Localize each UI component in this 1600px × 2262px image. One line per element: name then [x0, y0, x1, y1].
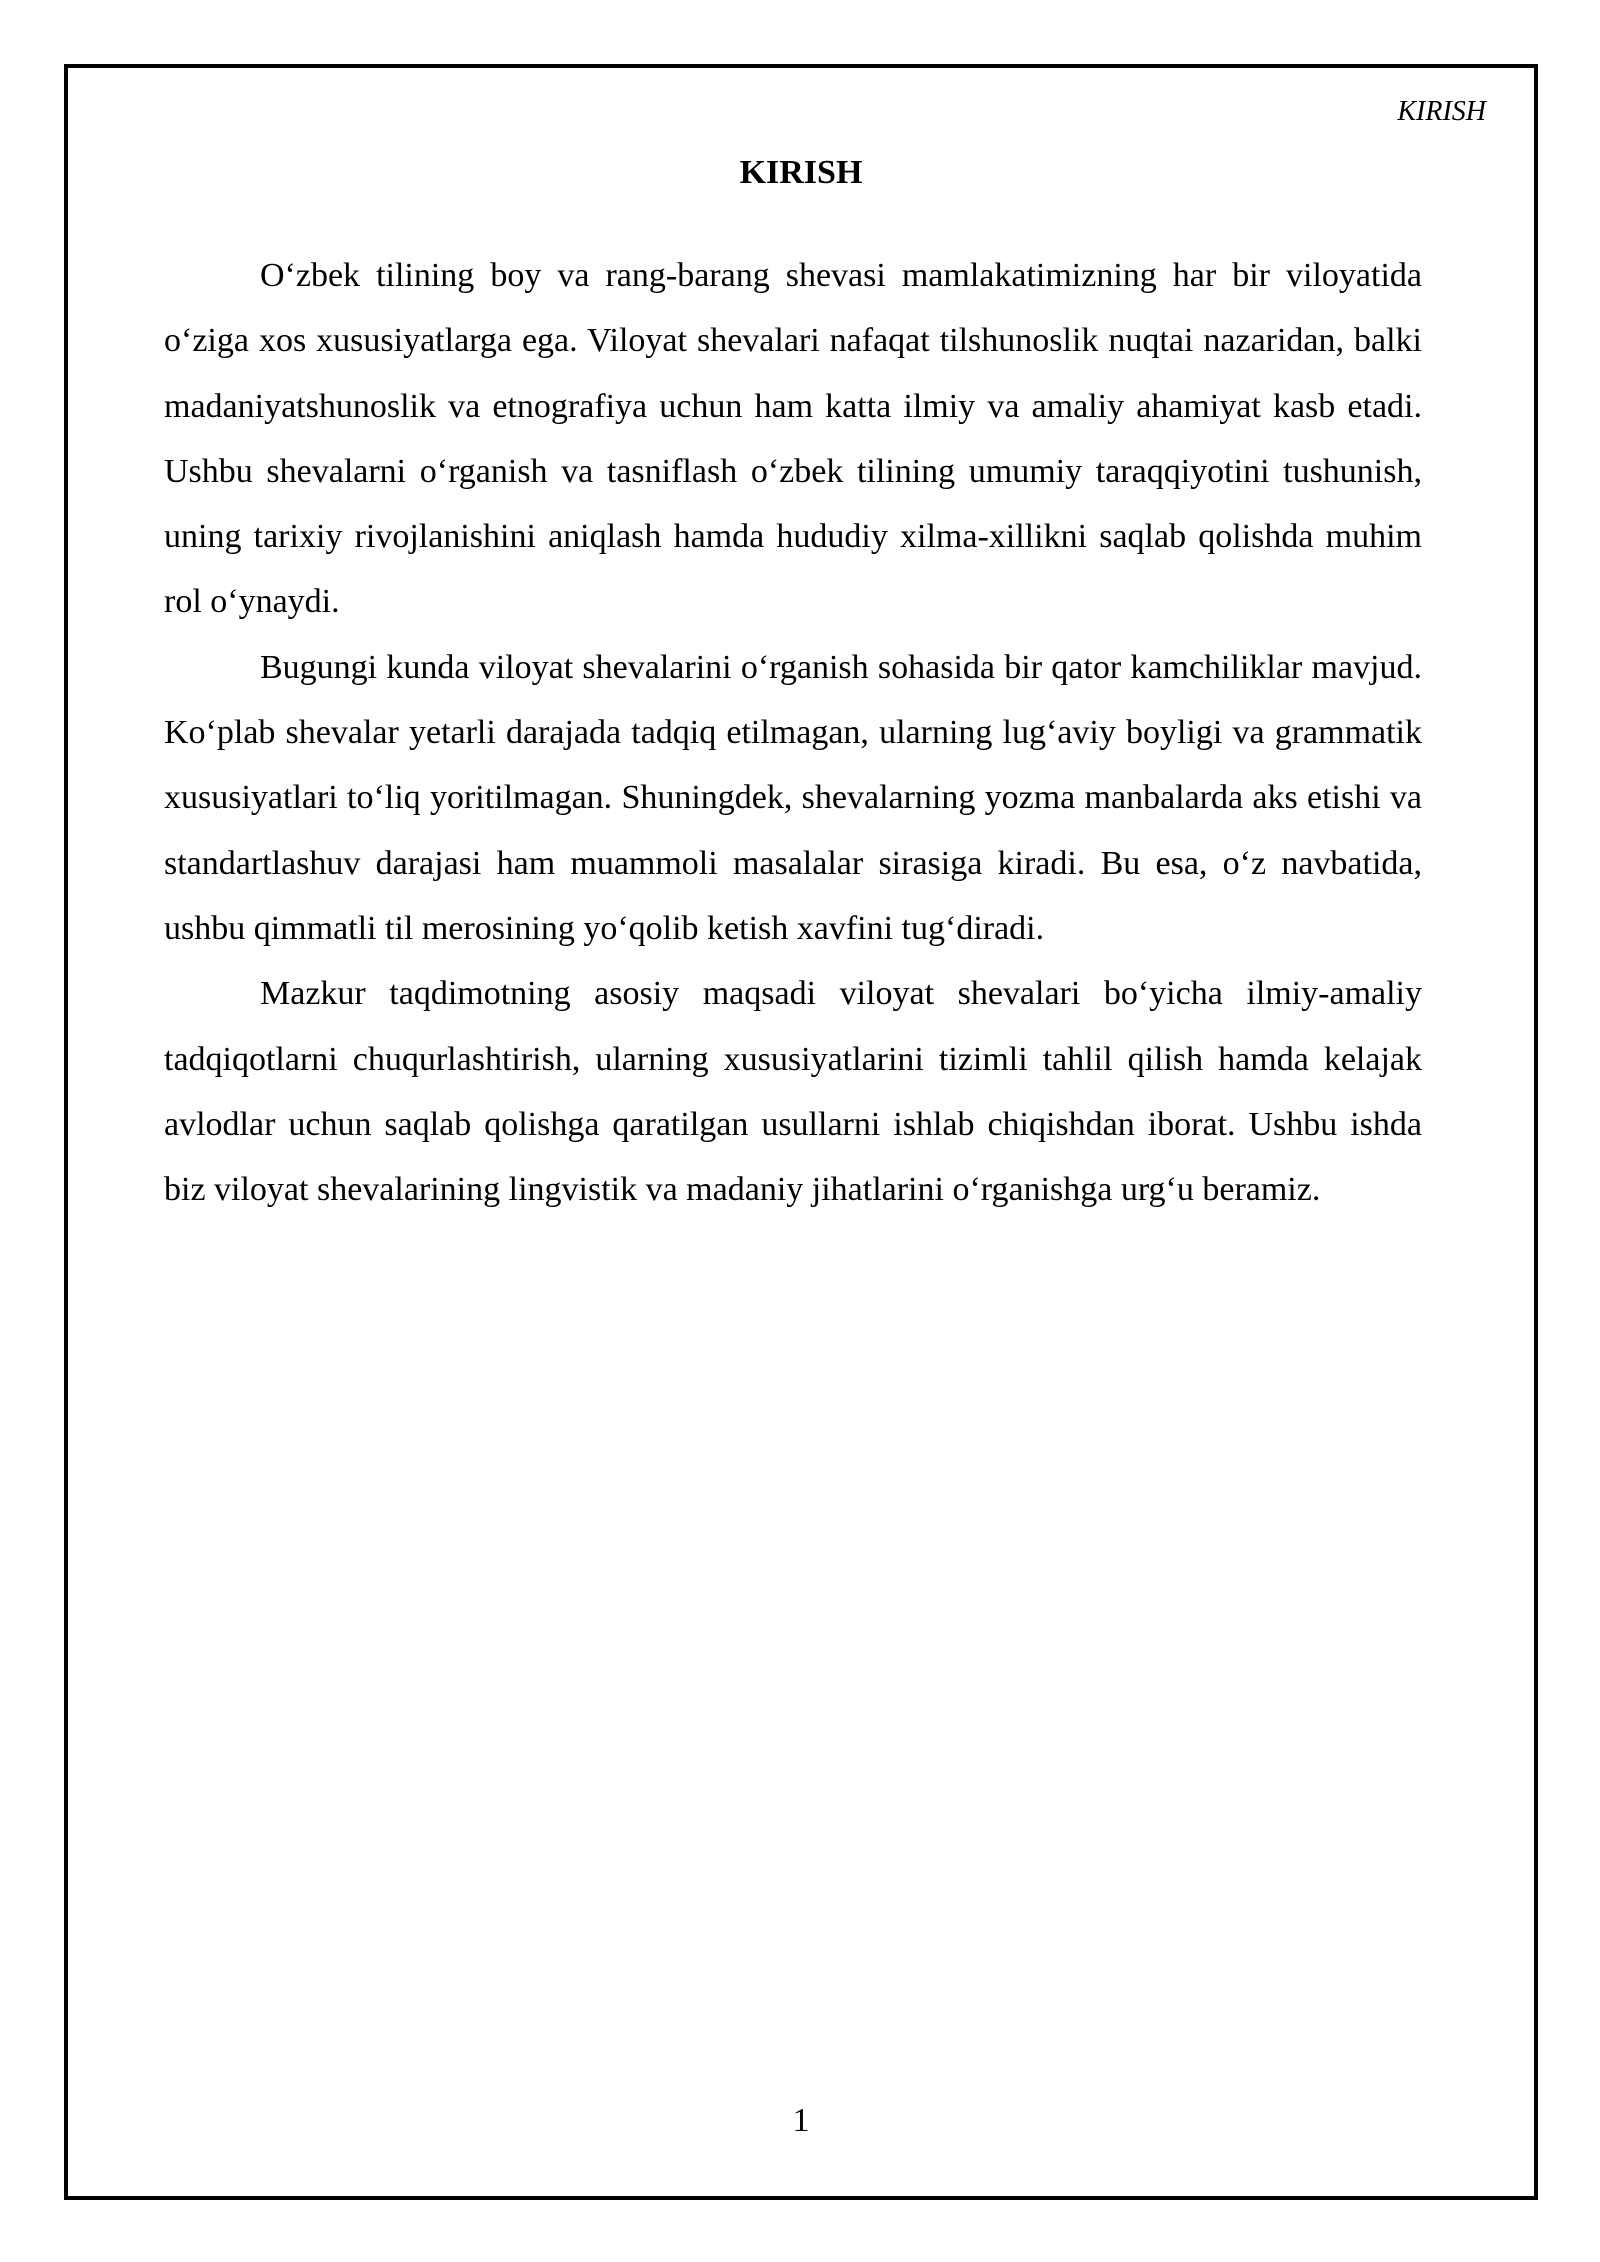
running-header: KIRISH — [1397, 96, 1486, 127]
body-text — [164, 243, 1422, 1222]
paragraph-3: Mazkur taqdimotning asosiy maqsadi viloyat shevalari bo‘yicha ilmiy-amaliy tadqiqotlarni chuqurlashtirish, ularning xususiyatlarini tizimli tahlil qilish hamda kelajak avlodlar uchun saqlab qolishga qaratilgan usullarni ishlab chiqishdan iborat. Ushbu ishda biz viloyat shevalarining lingvistik va madaniy jihatlarini o‘rganishga urg‘u beramiz. — [164, 975, 1422, 1209]
paragraph-1: O‘zbek tilining boy va rang-barang shevasi mamlakatimizning har bir viloyatida o‘ziga xos xususiyatlarga ega. Viloyat shevalari nafaqat tilshunoslik nuqtai nazaridan, balki madaniyatshunoslik va etnografiya uchun ham katta ilmiy va amaliy ahamiyat kasb etadi. Ushbu shevalarni o‘rganish va tasniflash o‘zbek tilining umumiy taraqqiyotini tushunish, uning tarixiy rivojlanishini aniqlash hamda hududiy xilma-xillikni saqlab qolishda muhim rol o‘ynaydi. — [164, 257, 1422, 621]
paragraph-2: Bugungi kunda viloyat shevalarini o‘rganish sohasida bir qator kamchiliklar mavjud. Ko‘plab shevalar yetarli darajada tadqiq etilmagan, ularning lug‘aviy boyligi va grammatik xususiyatlari to‘liq yoritilmagan. Shuningdek, shevalarning yozma manbalarda aks etishi va standartlashuv darajasi ham muammoli masalalar sirasiga kiradi. Bu esa, o‘z navbatida, ushbu qimmatli til merosining yo‘qolib ketish xavfini tug‘diradi. — [164, 648, 1422, 947]
page-number: 1 — [792, 2102, 810, 2139]
page-title: KIRISH — [739, 154, 863, 191]
